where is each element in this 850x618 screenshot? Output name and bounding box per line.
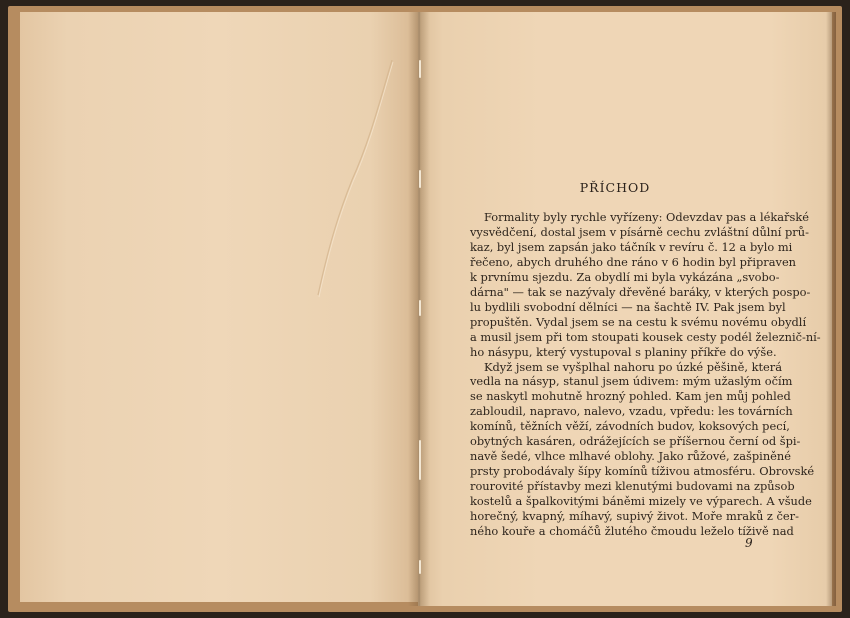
text-line: Formality byly rychle vyřízeny: Odevzdav pas a lékařské xyxy=(484,210,809,224)
chapter-heading: PŘÍCHOD xyxy=(579,180,651,195)
text-line: lu bydlili svobodní dělníci — na šachtě IV. Pak jsem byl xyxy=(470,299,786,314)
text-line: propuštěn. Vydal jsem se na cestu k svému novému obydlí xyxy=(470,314,807,329)
binding-stitch xyxy=(419,170,421,188)
text-line: kaz, byl jsem zapsán jako táčník v revíru č. 12 a bylo mi xyxy=(470,239,793,254)
page-number: 9 xyxy=(745,536,753,550)
text-line: dárna" — tak se nazývaly dřevěné baráky, v kterých pospo- xyxy=(470,284,811,299)
text-line: horečný, kvapný, míhavý, supivý život. Moře mraků z čer- xyxy=(470,509,799,524)
text-line: vysvědčení, dostal jsem v písárně cechu zvláštní důlní prů- xyxy=(470,224,809,239)
binding-stitch xyxy=(419,300,421,316)
text-line: kostelů a špalkovitými báněmi mizely ve výparech. A všude xyxy=(470,494,812,509)
text-line: rourovité přístavby mezi klenutými budovami na způsob xyxy=(470,479,795,494)
page-edge-shadow xyxy=(826,12,836,606)
text-line: navě šedé, vlhce mlhavé oblohy. Jako růžové, zašpiněné xyxy=(470,449,791,464)
paper-crease xyxy=(300,60,420,300)
text-line: komínů, těžních věží, závodních budov, koksových pecí, xyxy=(470,419,790,434)
text-line: Když jsem se vyšplhal nahoru po úzké pěšině, která xyxy=(484,359,783,374)
binding-stitch xyxy=(419,440,421,480)
text-line: ho násypu, který vystupoval s planiny příkře do výše. xyxy=(470,344,777,359)
text-line: a musil jsem při tom stoupati kousek cesty podél železnič-ní- xyxy=(470,329,821,344)
text-line: řečeno, abych druhého dne ráno v 6 hodin byl připraven xyxy=(470,254,797,269)
text-line: vedla na násyp, stanul jsem údivem: mým užaslým očím xyxy=(470,374,793,389)
body-text xyxy=(470,210,821,539)
text-line: k prvnímu sjezdu. Za obydlí mi byla vykázána „svobo- xyxy=(470,269,780,284)
text-line: prsty probodávaly šípy komínů tíživou atmosféru. Obrovské xyxy=(470,464,815,479)
text-line: ného kouře a chomáčů žlutého čmoudu leželo tíživě nad xyxy=(470,524,794,539)
binding-stitch xyxy=(419,560,421,574)
binding-stitch xyxy=(419,60,421,78)
text-line: zabloudil, napravo, nalevo, vzadu, vpředu: les továrních xyxy=(470,404,793,419)
text-line: obytných kasáren, odrážejících se příšernou černí od špi- xyxy=(470,434,801,449)
text-line: se naskytl mohutně hrozný pohled. Kam jen můj pohled xyxy=(470,389,791,404)
